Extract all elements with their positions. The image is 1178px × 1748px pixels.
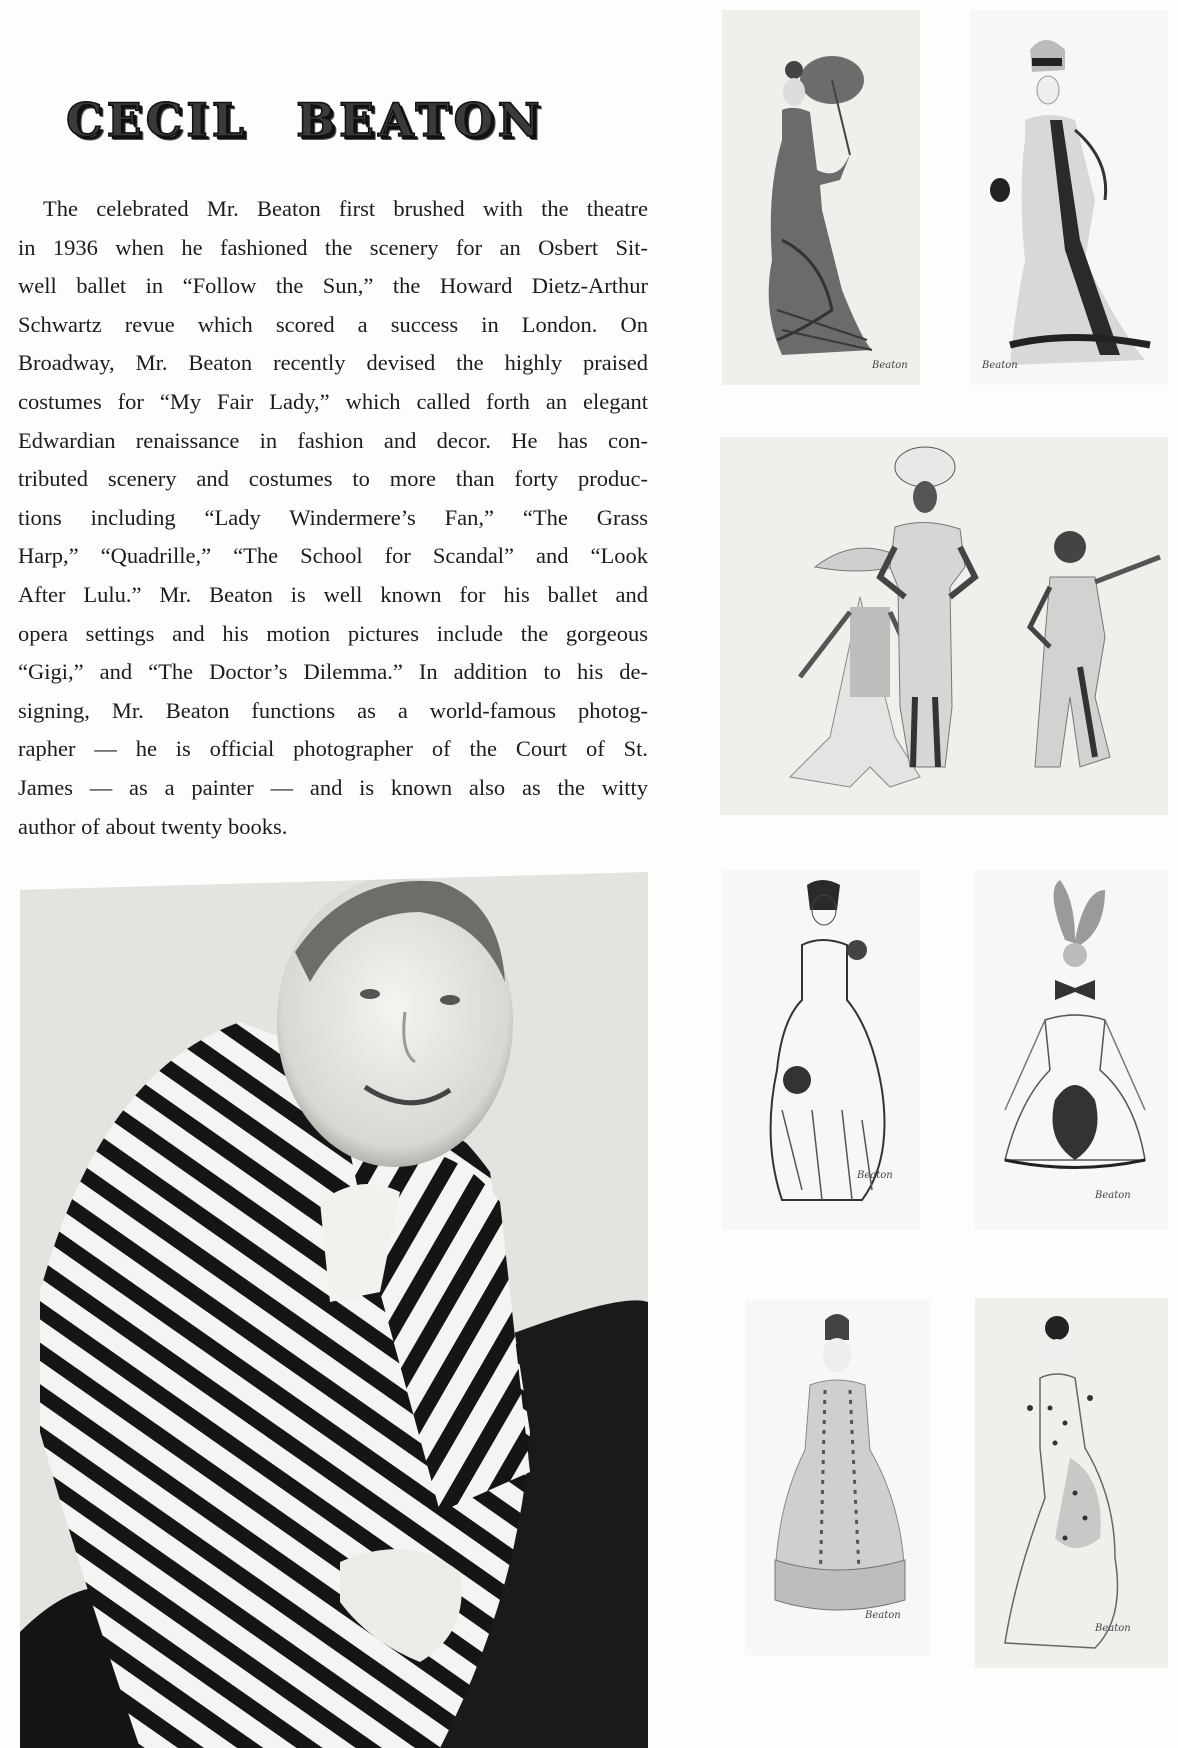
costume-sketch-showgirl <box>975 870 1168 1230</box>
bio-line: After Lulu.” Mr. Beaton is well known for his ballet and <box>18 581 648 607</box>
bio-line: Schwartz revue which scored a success in London. On <box>18 311 648 337</box>
artist-signature: Beaton <box>1095 1623 1131 1634</box>
artist-signature: Beaton <box>1095 1190 1131 1201</box>
bio-line: Harp,” “Quadrille,” “The School for Scandal” and “Look <box>18 543 648 569</box>
bio-line: opera settings and his motion pictures include the gorgeous <box>18 620 648 646</box>
bio-line: author of about twenty books. <box>18 813 288 839</box>
bio-line: tributed scenery and costumes to more than forty produc- <box>18 466 648 492</box>
portrait-photo <box>20 872 648 1748</box>
bio-line: tions including “Lady Windermere’s Fan,” “The Grass <box>18 504 648 530</box>
artist-signature: Beaton <box>865 1610 901 1621</box>
sketch-image <box>970 10 1168 385</box>
sketch-image <box>720 437 1168 815</box>
sketch-image <box>745 1300 930 1655</box>
artist-signature: Beaton <box>982 360 1018 371</box>
artist-signature: Beaton <box>872 360 908 371</box>
costume-sketch-parasol-lady <box>722 10 920 385</box>
biography-text <box>18 190 648 846</box>
sketch-image <box>975 1298 1168 1668</box>
sketch-image <box>722 10 920 385</box>
page-title: CECIL BEATON <box>66 92 544 147</box>
bio-line: The celebrated Mr. Beaton first brushed with the theatre <box>43 196 648 221</box>
costume-sketch-three-figures <box>720 437 1168 815</box>
bio-line: well ballet in “Follow the Sun,” the Howard Dietz-Arthur <box>18 273 648 299</box>
sketch-image <box>975 870 1168 1230</box>
artist-signature: Beaton <box>857 1170 893 1181</box>
costume-sketch-spotted-gown <box>975 1298 1168 1668</box>
portrait-image <box>20 872 648 1748</box>
costume-sketch-embroidered-gown <box>745 1300 930 1655</box>
bio-line: signing, Mr. Beaton functions as a world-famous photog- <box>18 697 648 723</box>
bio-line: costumes for “My Fair Lady,” which called forth an elegant <box>18 388 648 414</box>
bio-line: “Gigi,” and “The Doctor’s Dilemma.” In addition to his de- <box>18 659 648 685</box>
bio-line: rapher — he is official photographer of the Court of St. <box>18 736 648 762</box>
costume-sketch-sash-lady <box>970 10 1168 385</box>
bio-line: James — as a painter — and is known also as the witty <box>18 774 648 800</box>
bio-line: Edwardian renaissance in fashion and decor. He has con- <box>18 427 648 453</box>
costume-sketch-flower-lady <box>722 870 920 1230</box>
bio-line: in 1936 when he fashioned the scenery for an Osbert Sit- <box>18 234 648 260</box>
bio-line: Broadway, Mr. Beaton recently devised the highly praised <box>18 350 648 376</box>
